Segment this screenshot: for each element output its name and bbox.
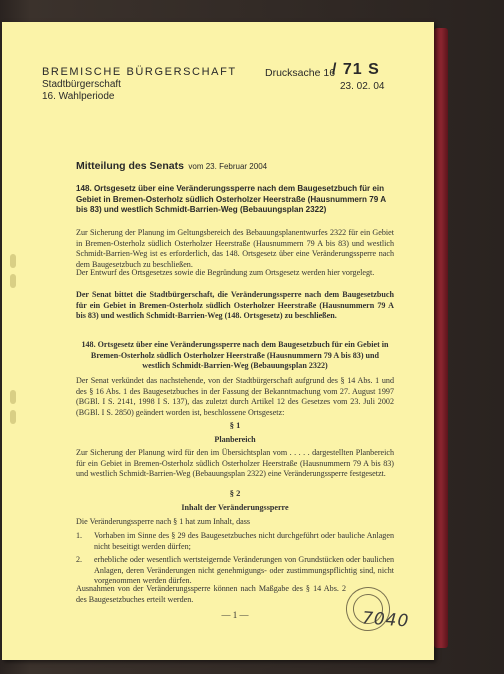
list-item-text: Vorhaben im Sinne des § 29 des Baugesetzbuches nicht durchgeführt oder bauliche Anlagen nicht beseitigt werden dürfen; [94, 531, 394, 551]
list-item-number: 2. [76, 555, 83, 564]
document-page [2, 22, 434, 660]
request-paragraph: Der Senat bittet die Stadtbürgerschaft, die Veränderungssperre nach dem Baugesetzbuch für ein Gebiet in Bremen-Osterholz südlich Osterholzer Heerstraße (Hausnummern 79 A bis 83) und westlich Schmidt-Barrien-Weg (148. Ortsgesetz) zu beschließen. [76, 290, 394, 320]
submission-paragraph: Der Entwurf des Ortsgesetzes sowie die Begründung zum Ortsgesetz werden hier vorgelegt. [76, 268, 375, 277]
section2-outro: Ausnahmen von der Veränderungssperre können nach Maßgabe des § 14 Abs. 2 des Baugesetzbuches erteilt werden. [76, 584, 346, 604]
handwritten-note: 7040 [361, 608, 410, 632]
page-title [76, 156, 396, 174]
drucksache-label: Drucksache 16 [265, 67, 336, 79]
section2-heading: Inhalt der Veränderungssperre [181, 503, 289, 512]
binder-spine [434, 28, 448, 648]
punch-hole [10, 410, 16, 424]
punch-hole [10, 274, 16, 288]
section1-heading: Planbereich [214, 435, 256, 444]
list-item-text: erhebliche oder wesentlich wertsteigernde Veränderungen von Grundstücken oder baulichen Anlagen, deren Veränderungen nicht genehmigungs- oder zustimmungspflichtig sind, nicht vorgenommen werden dürfen. [94, 555, 394, 585]
section1-text: Zur Sicherung der Planung wird für den im Übersichtsplan vom . . . . . dargestellten Planbereich für ein Gebiet in Bremen-Osterholz südlich Osterholzer Heerstraße (Hausnummern 79 A bis 83) und westlich Schmidt-Barrien-Weg (Bebauungsplan 2322) eine Veränderungssperre festgesetzt. [76, 448, 394, 478]
section2-list [76, 531, 394, 590]
section2-intro: Die Veränderungssperre nach § 1 hat zum Inhalt, dass [76, 517, 251, 526]
section2-number: § 2 [229, 488, 241, 498]
list-item-number: 1. [76, 531, 83, 540]
subtitle-stadtbuergerschaft: Stadtbürgerschaft [42, 79, 121, 90]
org-name: BREMISCHE BÜRGERSCHAFT [42, 66, 237, 78]
list-item [76, 555, 394, 587]
section1-number: § 1 [229, 420, 241, 430]
drucksache-number: / 71 S [332, 61, 380, 78]
intro-paragraph: Zur Sicherung der Planung im Geltungsbereich des Bebauungsplanentwurfes 2322 für ein Gebiet in Bremen-Osterholz südlich Osterholzer Heerstraße (Hausnummern 79 A bis 83) und westlich Schmidt-Barrien-Weg ist es erforderlich, das 148. Ortsgesetz über eine Veränderungssperre nach dem Baugesetzbuch zu beschließen. [76, 228, 394, 269]
list-item [76, 531, 394, 552]
title-date: vom 23. Februar 2004 [188, 162, 268, 171]
subtitle-wahlperiode: 16. Wahlperiode [42, 91, 115, 102]
drucksache-date: 23. 02. 04 [340, 81, 385, 92]
punch-hole [10, 254, 16, 268]
law-intro: Der Senat verkündet das nachstehende, von der Stadtbürgerschaft aufgrund des § 14 Abs. 1 und des § 16 Abs. 1 des Baugesetzbuches in der Fassung der Bekanntmachung vom 27. August 1997 (BGBl. I S. 2141, 1998 I S. 137), das zuletzt durch Artikel 12 des Gesetzes vom 23. Juli 2002 (BGBl. I S. 2850) geändert worden ist, beschlossene Ortsgesetz: [76, 376, 394, 417]
page-number: — 1 — [221, 610, 249, 620]
law-title: 148. Ortsgesetz über eine Veränderungssperre nach dem Baugesetzbuch für ein Gebiet in Bremen-Osterholz südlich Osterholzer Heerstraße (Hausnummern 79 A bis 83) und westlich Schmidt-Barrien-Weg (Bebauungsplan 2322) [81, 340, 389, 370]
subject-heading: 148. Ortsgesetz über eine Veränderungssperre nach dem Baugesetzbuch für ein Gebiet in Bremen-Osterholz südlich Osterholzer Heerstraße (Hausnummern 79 A bis 83) und westlich Schmidt-Barrien-Weg (Bebauungsplan 2322) [76, 184, 386, 214]
punch-hole [10, 390, 16, 404]
title-main: Mitteilung des Senats [76, 160, 184, 172]
